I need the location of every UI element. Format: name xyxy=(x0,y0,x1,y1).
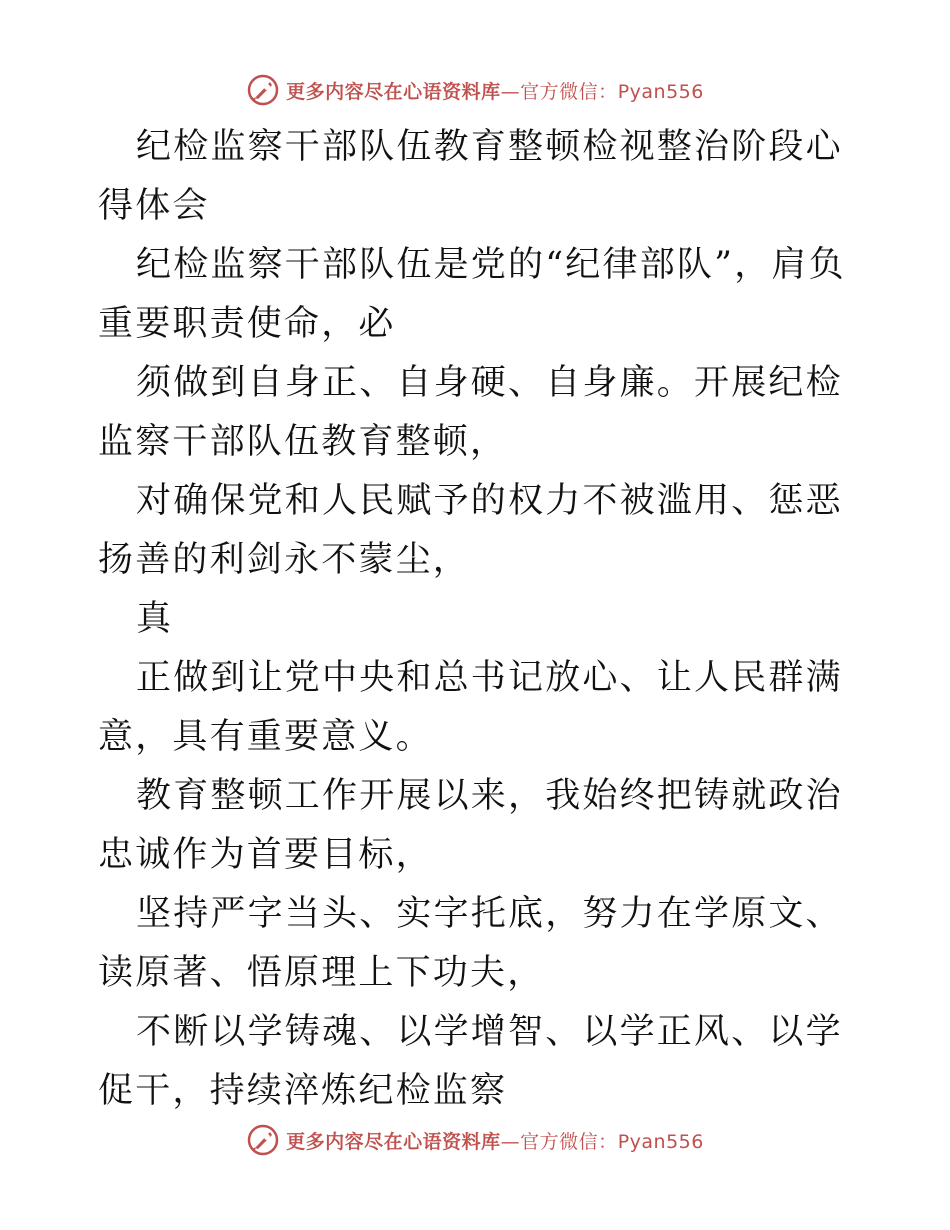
header-watermark xyxy=(0,70,950,110)
watermark-separator: — xyxy=(500,80,521,103)
document-title: 纪检监察干部队伍教育整顿检视整治阶段心得体会 xyxy=(98,127,843,226)
paragraph-3: 对确保党和人民赋予的权力不被滥用、惩恶扬善的利剑永不蒙尘， xyxy=(98,481,843,580)
watermark-separator: — xyxy=(500,1130,521,1153)
document-body xyxy=(98,118,858,1121)
watermark-wechat-id: Pyan556 xyxy=(617,1130,704,1153)
paragraph-8: 不断以学铸魂、以学增智、以学正风、以学促干，持续淬炼纪检监察 xyxy=(98,1012,843,1111)
paragraph-2: 须做到自身正、自身硬、自身廉。开展纪检监察干部队伍教育整顿， xyxy=(98,363,843,462)
paragraph-4: 真 xyxy=(136,599,174,639)
watermark-wechat-id: Pyan556 xyxy=(617,80,704,103)
quill-logo-icon xyxy=(246,73,280,107)
watermark-wechat-label: 官方微信： xyxy=(520,1130,618,1153)
watermark-brand: 更多内容尽在心语资料库 xyxy=(286,1130,501,1153)
quill-logo-icon xyxy=(246,1123,280,1157)
watermark-wechat-label: 官方微信： xyxy=(520,80,618,103)
watermark-text xyxy=(286,77,704,104)
paragraph-7: 坚持严字当头、实字托底，努力在学原文、读原著、悟原理上下功夫， xyxy=(98,894,843,993)
footer-watermark xyxy=(0,1120,950,1160)
paragraph-5: 正做到让党中央和总书记放心、让人民群满意，具有重要意义。 xyxy=(98,658,843,757)
watermark-text xyxy=(286,1127,704,1154)
paragraph-6: 教育整顿工作开展以来，我始终把铸就政治忠诚作为首要目标， xyxy=(98,776,843,875)
paragraph-1: 纪检监察干部队伍是党的“纪律部队”，肩负重要职责使命，必 xyxy=(98,245,846,344)
watermark-brand: 更多内容尽在心语资料库 xyxy=(286,80,501,103)
